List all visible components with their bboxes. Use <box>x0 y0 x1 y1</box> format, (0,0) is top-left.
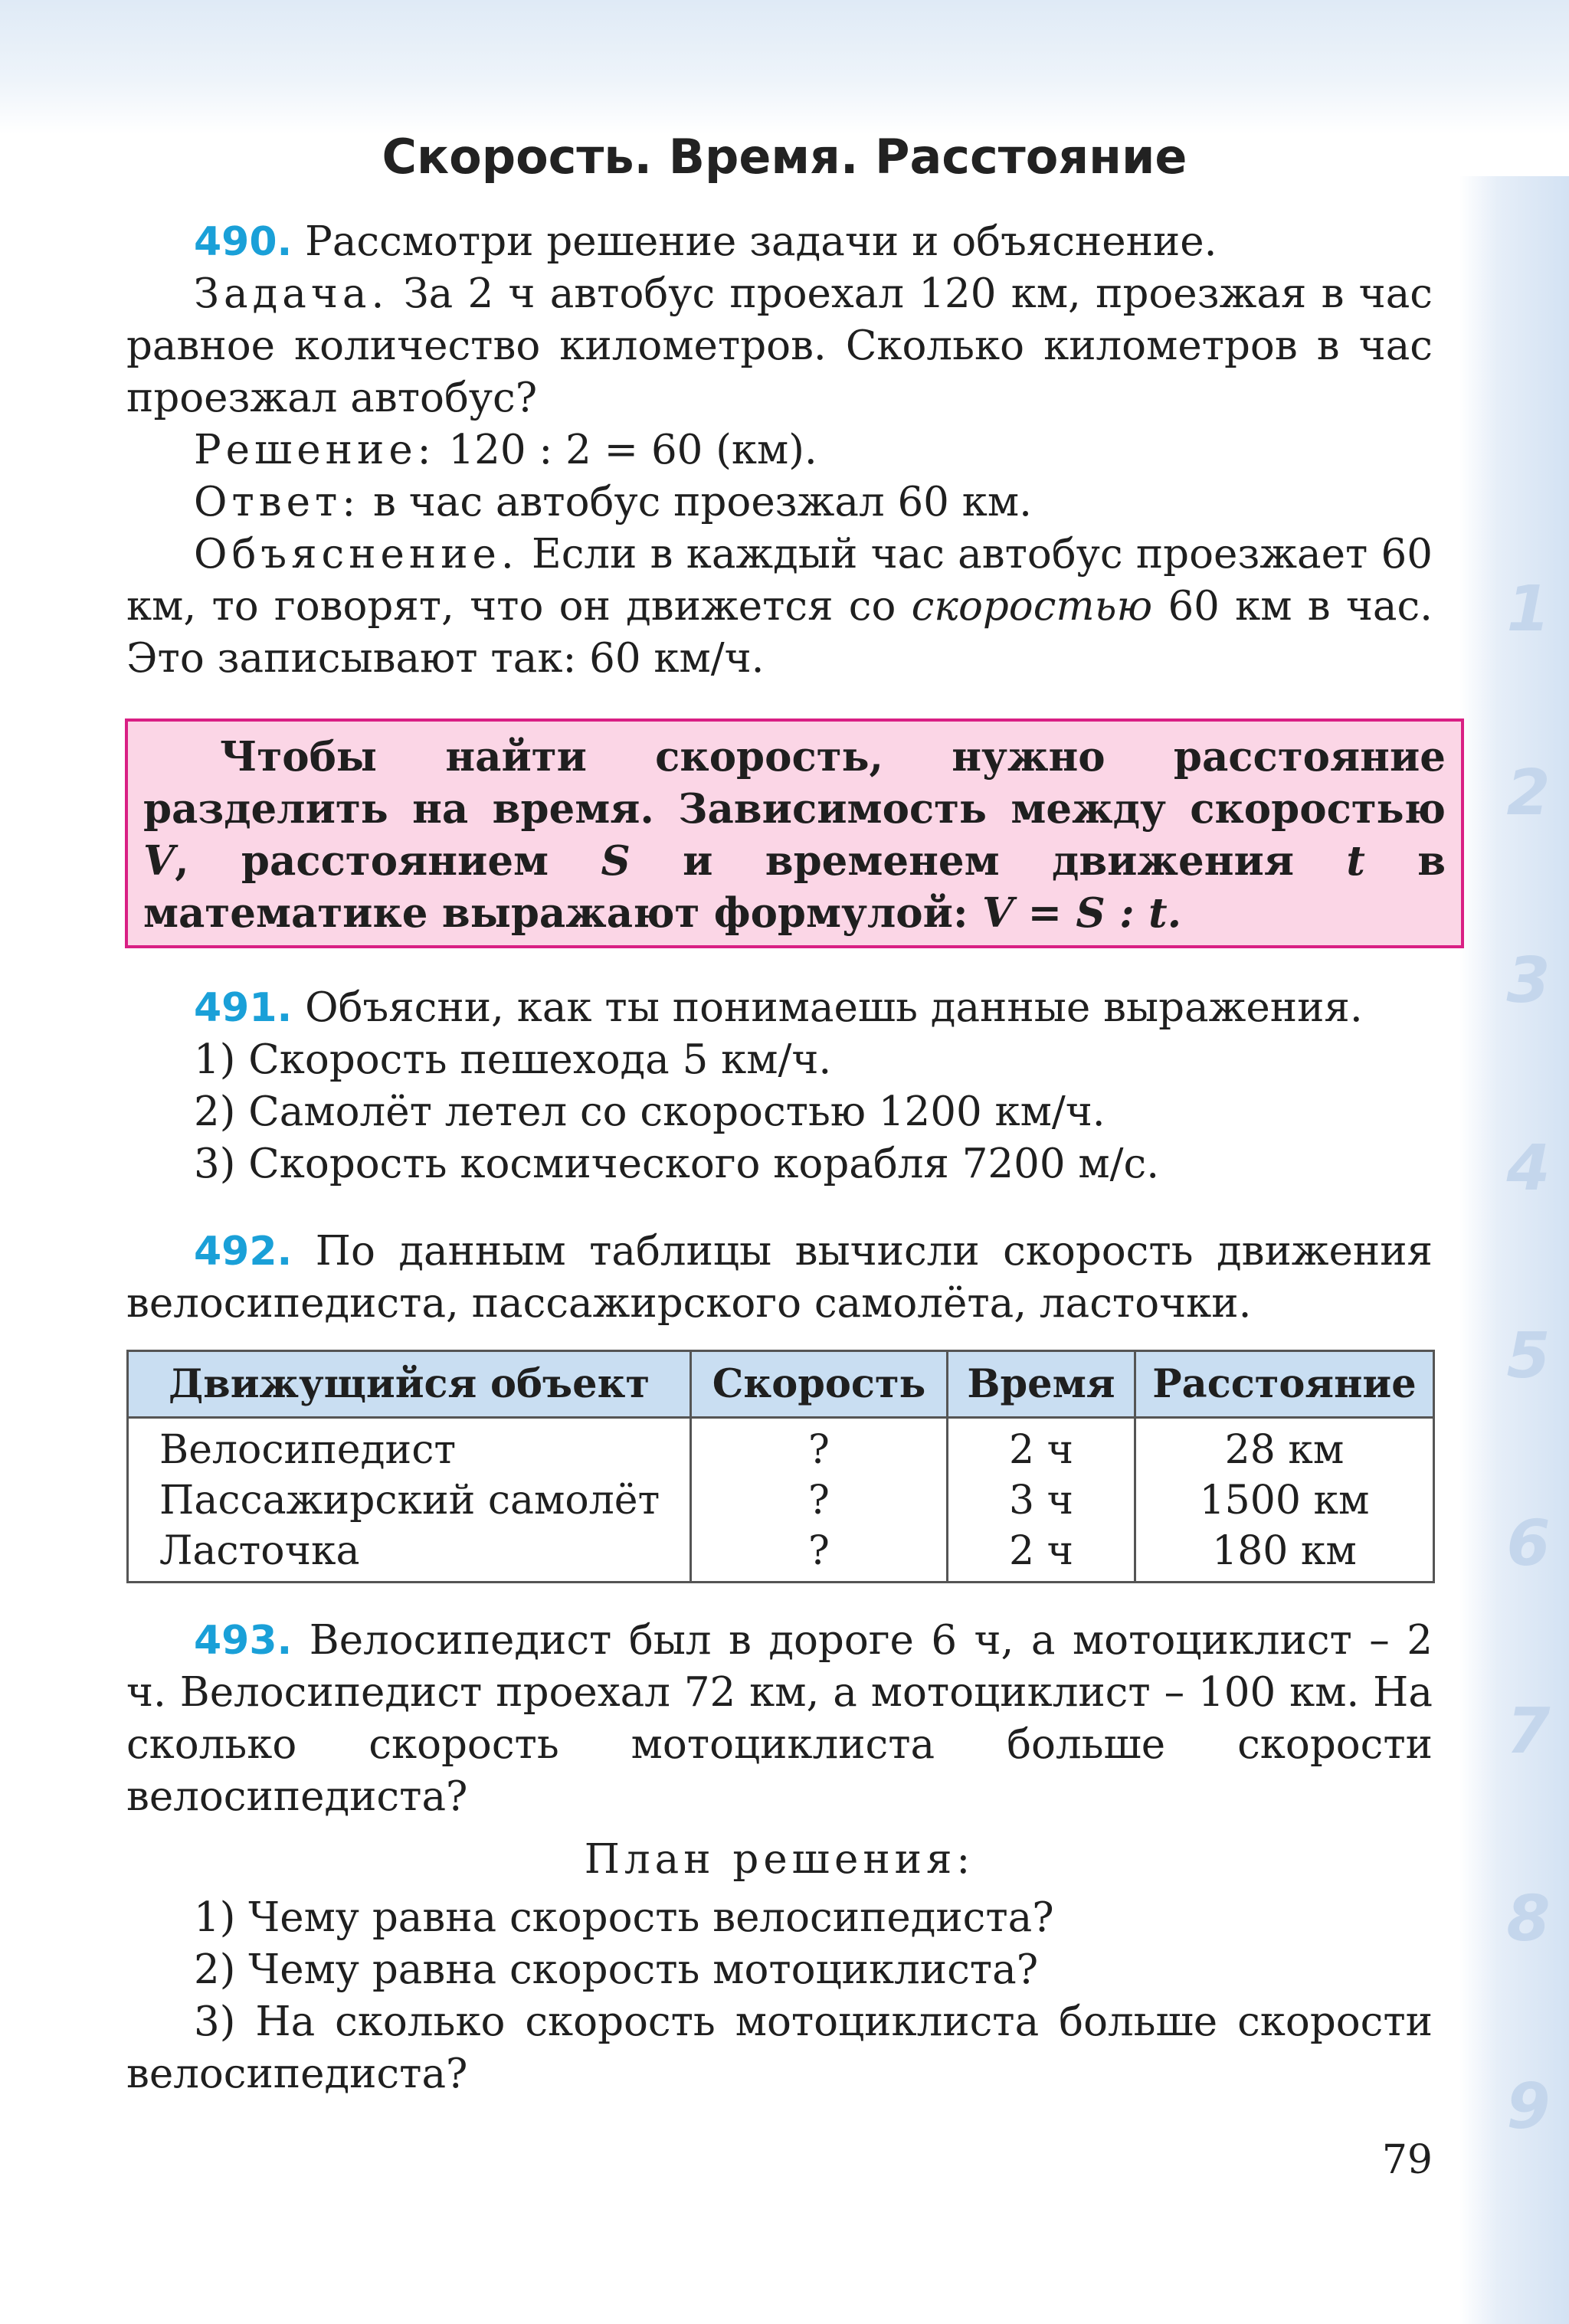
rule-var-s: S <box>601 837 631 885</box>
table-row <box>128 1526 1434 1583</box>
rule-text: и временем движения <box>683 837 1294 885</box>
solution-label: Решение: <box>194 427 436 473</box>
solution-text: 120 : 2 = 60 (км). <box>448 427 817 473</box>
explanation-label: Объяснение. <box>194 531 519 578</box>
rule-var-v: V <box>143 837 175 885</box>
answer-label: Ответ: <box>194 479 361 525</box>
side-number: 9 <box>1506 2070 1551 2143</box>
table-cell: ? <box>691 1526 948 1583</box>
table-cell: Пассажирский самолёт <box>128 1475 691 1526</box>
column-header: Время <box>948 1351 1135 1418</box>
rule-text: Чтобы найти скорость, нужно расстояние разделить на время. Зависимость между скоростью <box>143 733 1446 833</box>
explanation-text: Если в каждый час автобус проезжает 60 км, то говорят, что он движется со <box>126 531 1433 630</box>
side-number: 1 <box>1506 573 1551 646</box>
task-492 <box>126 1226 1433 1330</box>
side-number: 4 <box>1506 1132 1551 1205</box>
page-number: 79 <box>1381 2137 1433 2183</box>
task-intro: Рассмотри решение задачи и объяснение. <box>305 218 1217 265</box>
table-header-row <box>128 1351 1434 1418</box>
side-number: 5 <box>1506 1320 1551 1393</box>
list-item: 2) Чему равна скорость мотоциклиста? <box>194 1946 1039 1993</box>
table-cell: ? <box>691 1418 948 1476</box>
side-number: 6 <box>1506 1507 1551 1580</box>
list-item: 3) Скорость космического корабля 7200 м/с. <box>194 1141 1160 1187</box>
side-decor-band <box>1459 176 1569 2324</box>
top-decor-band <box>0 0 1569 134</box>
list-item: 3) На сколько скорость мотоциклиста больше скорости велосипедиста? <box>126 1998 1433 2097</box>
table-cell: 180 км <box>1135 1526 1434 1583</box>
table-cell: 28 км <box>1135 1418 1434 1476</box>
plan-title: План решения: <box>584 1836 975 1883</box>
table-cell: 3 ч <box>948 1475 1135 1526</box>
page-title: Скорость. Время. Расстояние <box>382 129 1187 185</box>
answer-text: в час автобус проезжал 60 км. <box>373 479 1032 525</box>
table-cell: ? <box>691 1475 948 1526</box>
explanation-text-end: 60 км в час. Это записывают так: 60 км/ч. <box>126 583 1433 682</box>
side-number: 7 <box>1506 1695 1551 1768</box>
task-intro: Объясни, как ты понимаешь данные выражения. <box>305 984 1363 1031</box>
task-493 <box>126 1615 1433 2100</box>
table-cell: 2 ч <box>948 1418 1135 1476</box>
rule-box <box>125 718 1464 948</box>
side-number: 8 <box>1506 1883 1551 1956</box>
task-number: 491. <box>194 985 293 1031</box>
rule-text: , расстоянием <box>175 837 549 885</box>
rule-formula: V = S : t. <box>982 889 1182 937</box>
column-header: Движущийся объект <box>128 1351 691 1418</box>
side-number: 2 <box>1506 757 1551 830</box>
task-intro: По данным таблицы вычисли скорость движения велосипедиста, пассажирского самолёта, ласточки. <box>126 1228 1433 1327</box>
side-number: 3 <box>1506 944 1551 1017</box>
task-number: 493. <box>194 1618 293 1664</box>
task-number: 492. <box>194 1229 293 1275</box>
column-header: Расстояние <box>1135 1351 1434 1418</box>
rule-text: в математике выражают формулой: <box>143 837 1446 937</box>
task-text: Велосипедист был в дороге 6 ч, а мотоциклист – 2 ч. Велосипедист проехал 72 км, а мотоциклист – 100 км. На сколько скорость мотоциклиста больше скорости велосипедиста? <box>126 1617 1433 1820</box>
table-cell: 2 ч <box>948 1526 1135 1583</box>
table-cell: Ласточка <box>128 1526 691 1583</box>
list-item: 2) Самолёт летел со скоростью 1200 км/ч. <box>194 1088 1106 1135</box>
list-item: 1) Чему равна скорость велосипедиста? <box>194 1894 1054 1941</box>
table-cell: Велосипедист <box>128 1418 691 1476</box>
task-label: Задача. <box>194 270 389 317</box>
rule-var-t: t <box>1346 837 1365 885</box>
task-490 <box>126 216 1433 685</box>
task-491 <box>126 982 1433 1190</box>
table-row <box>128 1475 1434 1526</box>
table-cell: 1500 км <box>1135 1475 1434 1526</box>
task-number: 490. <box>194 219 293 265</box>
list-item: 1) Скорость пешехода 5 км/ч. <box>194 1036 832 1083</box>
column-header: Скорость <box>691 1351 948 1418</box>
table-row <box>128 1418 1434 1476</box>
explanation-italic-word: скоростью <box>911 583 1153 630</box>
task-text: За 2 ч автобус проехал 120 км, проезжая в час равное количество километров. Сколько километров в час проезжал автобус? <box>126 270 1433 421</box>
speed-table <box>126 1350 1435 1583</box>
